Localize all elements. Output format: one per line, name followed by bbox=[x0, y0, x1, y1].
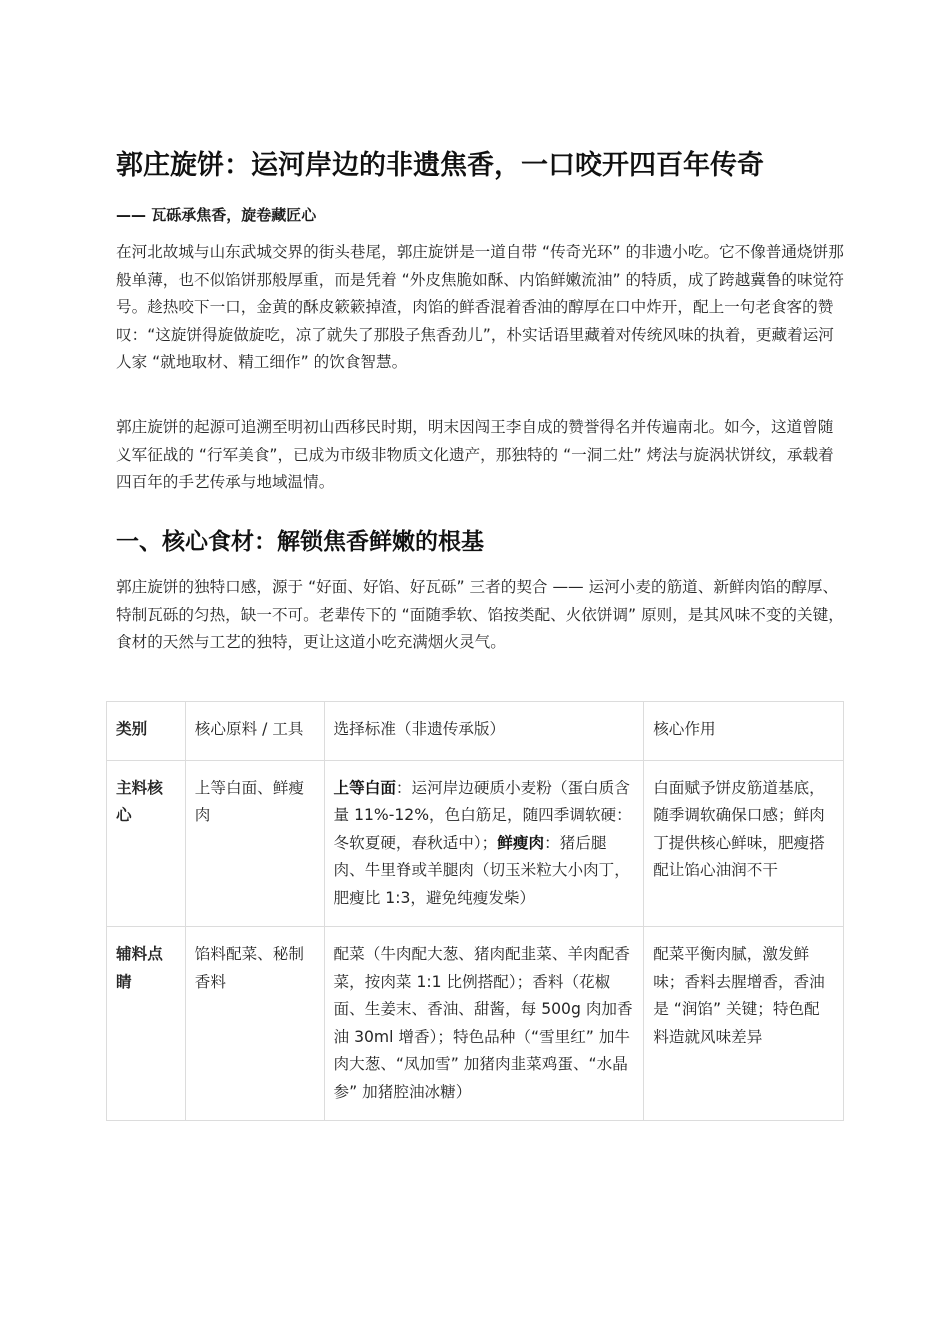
section-heading-ingredients: 一、核心食材：解锁焦香鲜嫩的根基 bbox=[116, 529, 484, 555]
header-materials: 核心原料 / 工具 bbox=[185, 702, 324, 761]
header-role: 核心作用 bbox=[644, 702, 844, 761]
ingredients-table-container bbox=[106, 701, 844, 1121]
origin-paragraph: 郭庄旋饼的起源可追溯至明初山西移民时期，明末因闯王李自成的赞誉得名并传遍南北。如今，这道曾随义军征战的 “行军美食”，已成为市级非物质文化遗产，那独特的 “一洞二灶” 烤法与旋涡状饼纹，承载着四百年的手艺传承与地域温情。 bbox=[116, 418, 834, 491]
page-title: 郭庄旋饼：运河岸边的非遗焦香，一口咬开四百年传奇 bbox=[116, 150, 764, 181]
cell-role: 白面赋予饼皮筋道基底，随季调软确保口感；鲜肉丁提供核心鲜味，肥瘦搭配让馅心油润不干 bbox=[644, 760, 844, 927]
cell-materials: 馅料配菜、秘制香料 bbox=[185, 927, 324, 1121]
standard-label-meat: 鲜瘦肉 bbox=[497, 833, 545, 852]
standard-text-meat: ：猪后腿肉、牛里脊或羊腿肉（切玉米粒大小肉丁，肥瘦比 1:3，避免纯瘦发柴） bbox=[333, 833, 630, 907]
standard-text-flour: ：运河岸边硬质小麦粉（蛋白质含量 11%-12%，色白筋足，随四季调软硬：冬软夏硬，春秋适中）； bbox=[333, 778, 632, 852]
cell-category: 主料核心 bbox=[107, 760, 186, 927]
table-header-row bbox=[107, 702, 844, 761]
header-standard: 选择标准（非遗传承版） bbox=[324, 702, 644, 761]
ingredients-paragraph: 郭庄旋饼的独特口感，源于 “好面、好馅、好瓦砾” 三者的契合 —— 运河小麦的筋道、新鲜肉馅的醇厚、特制瓦砾的匀热，缺一不可。老辈传下的 “面随季软、馅按类配、火依饼调” 原则，是其风味不变的关键，食材的天然与工艺的独特，更让这道小吃充满烟火灵气。 bbox=[116, 578, 844, 651]
page-subtitle: —— 瓦砾承焦香，旋卷藏匠心 bbox=[116, 206, 317, 224]
cell-category: 辅料点睛 bbox=[107, 927, 186, 1121]
intro-paragraph: 在河北故城与山东武城交界的街头巷尾，郭庄旋饼是一道自带 “传奇光环” 的非遗小吃。它不像普通烧饼那般单薄，也不似馅饼那般厚重，而是凭着 “外皮焦脆如酥、内馅鲜嫩流油” 的特质，成了跨越冀鲁的味觉符号。趁热咬下一口，金黄的酥皮簌簌掉渣，肉馅的鲜香混着香油的醇厚在口中炸开，配上一句老食客的赞叹：“这旋饼得旋做旋吃，凉了就失了那股子焦香劲儿”，朴实话语里藏着对传统风味的执着，更藏着运河人家 “就地取材、精工细作” 的饮食智慧。 bbox=[116, 243, 844, 371]
table-row bbox=[107, 760, 844, 927]
table-row bbox=[107, 927, 844, 1121]
cell-standard: 配菜（牛肉配大葱、猪肉配韭菜、羊肉配香菜，按肉菜 1:1 比例搭配）；香料（花椒面、生姜末、香油、甜酱，每 500g 肉加香油 30ml 增香）；特色品种（“雪里红” 加牛肉大葱、“凤加雪” 加猪肉韭菜鸡蛋、“水晶参” 加猪腔油冰糖） bbox=[324, 927, 644, 1121]
cell-materials: 上等白面、鲜瘦肉 bbox=[185, 760, 324, 927]
cell-standard bbox=[324, 760, 644, 927]
ingredients-table bbox=[106, 701, 844, 1121]
standard-label-flour: 上等白面 bbox=[333, 778, 396, 797]
cell-role: 配菜平衡肉腻，激发鲜味；香料去腥增香，香油是 “润馅” 关键；特色配料造就风味差异 bbox=[644, 927, 844, 1121]
header-category: 类别 bbox=[107, 702, 186, 761]
